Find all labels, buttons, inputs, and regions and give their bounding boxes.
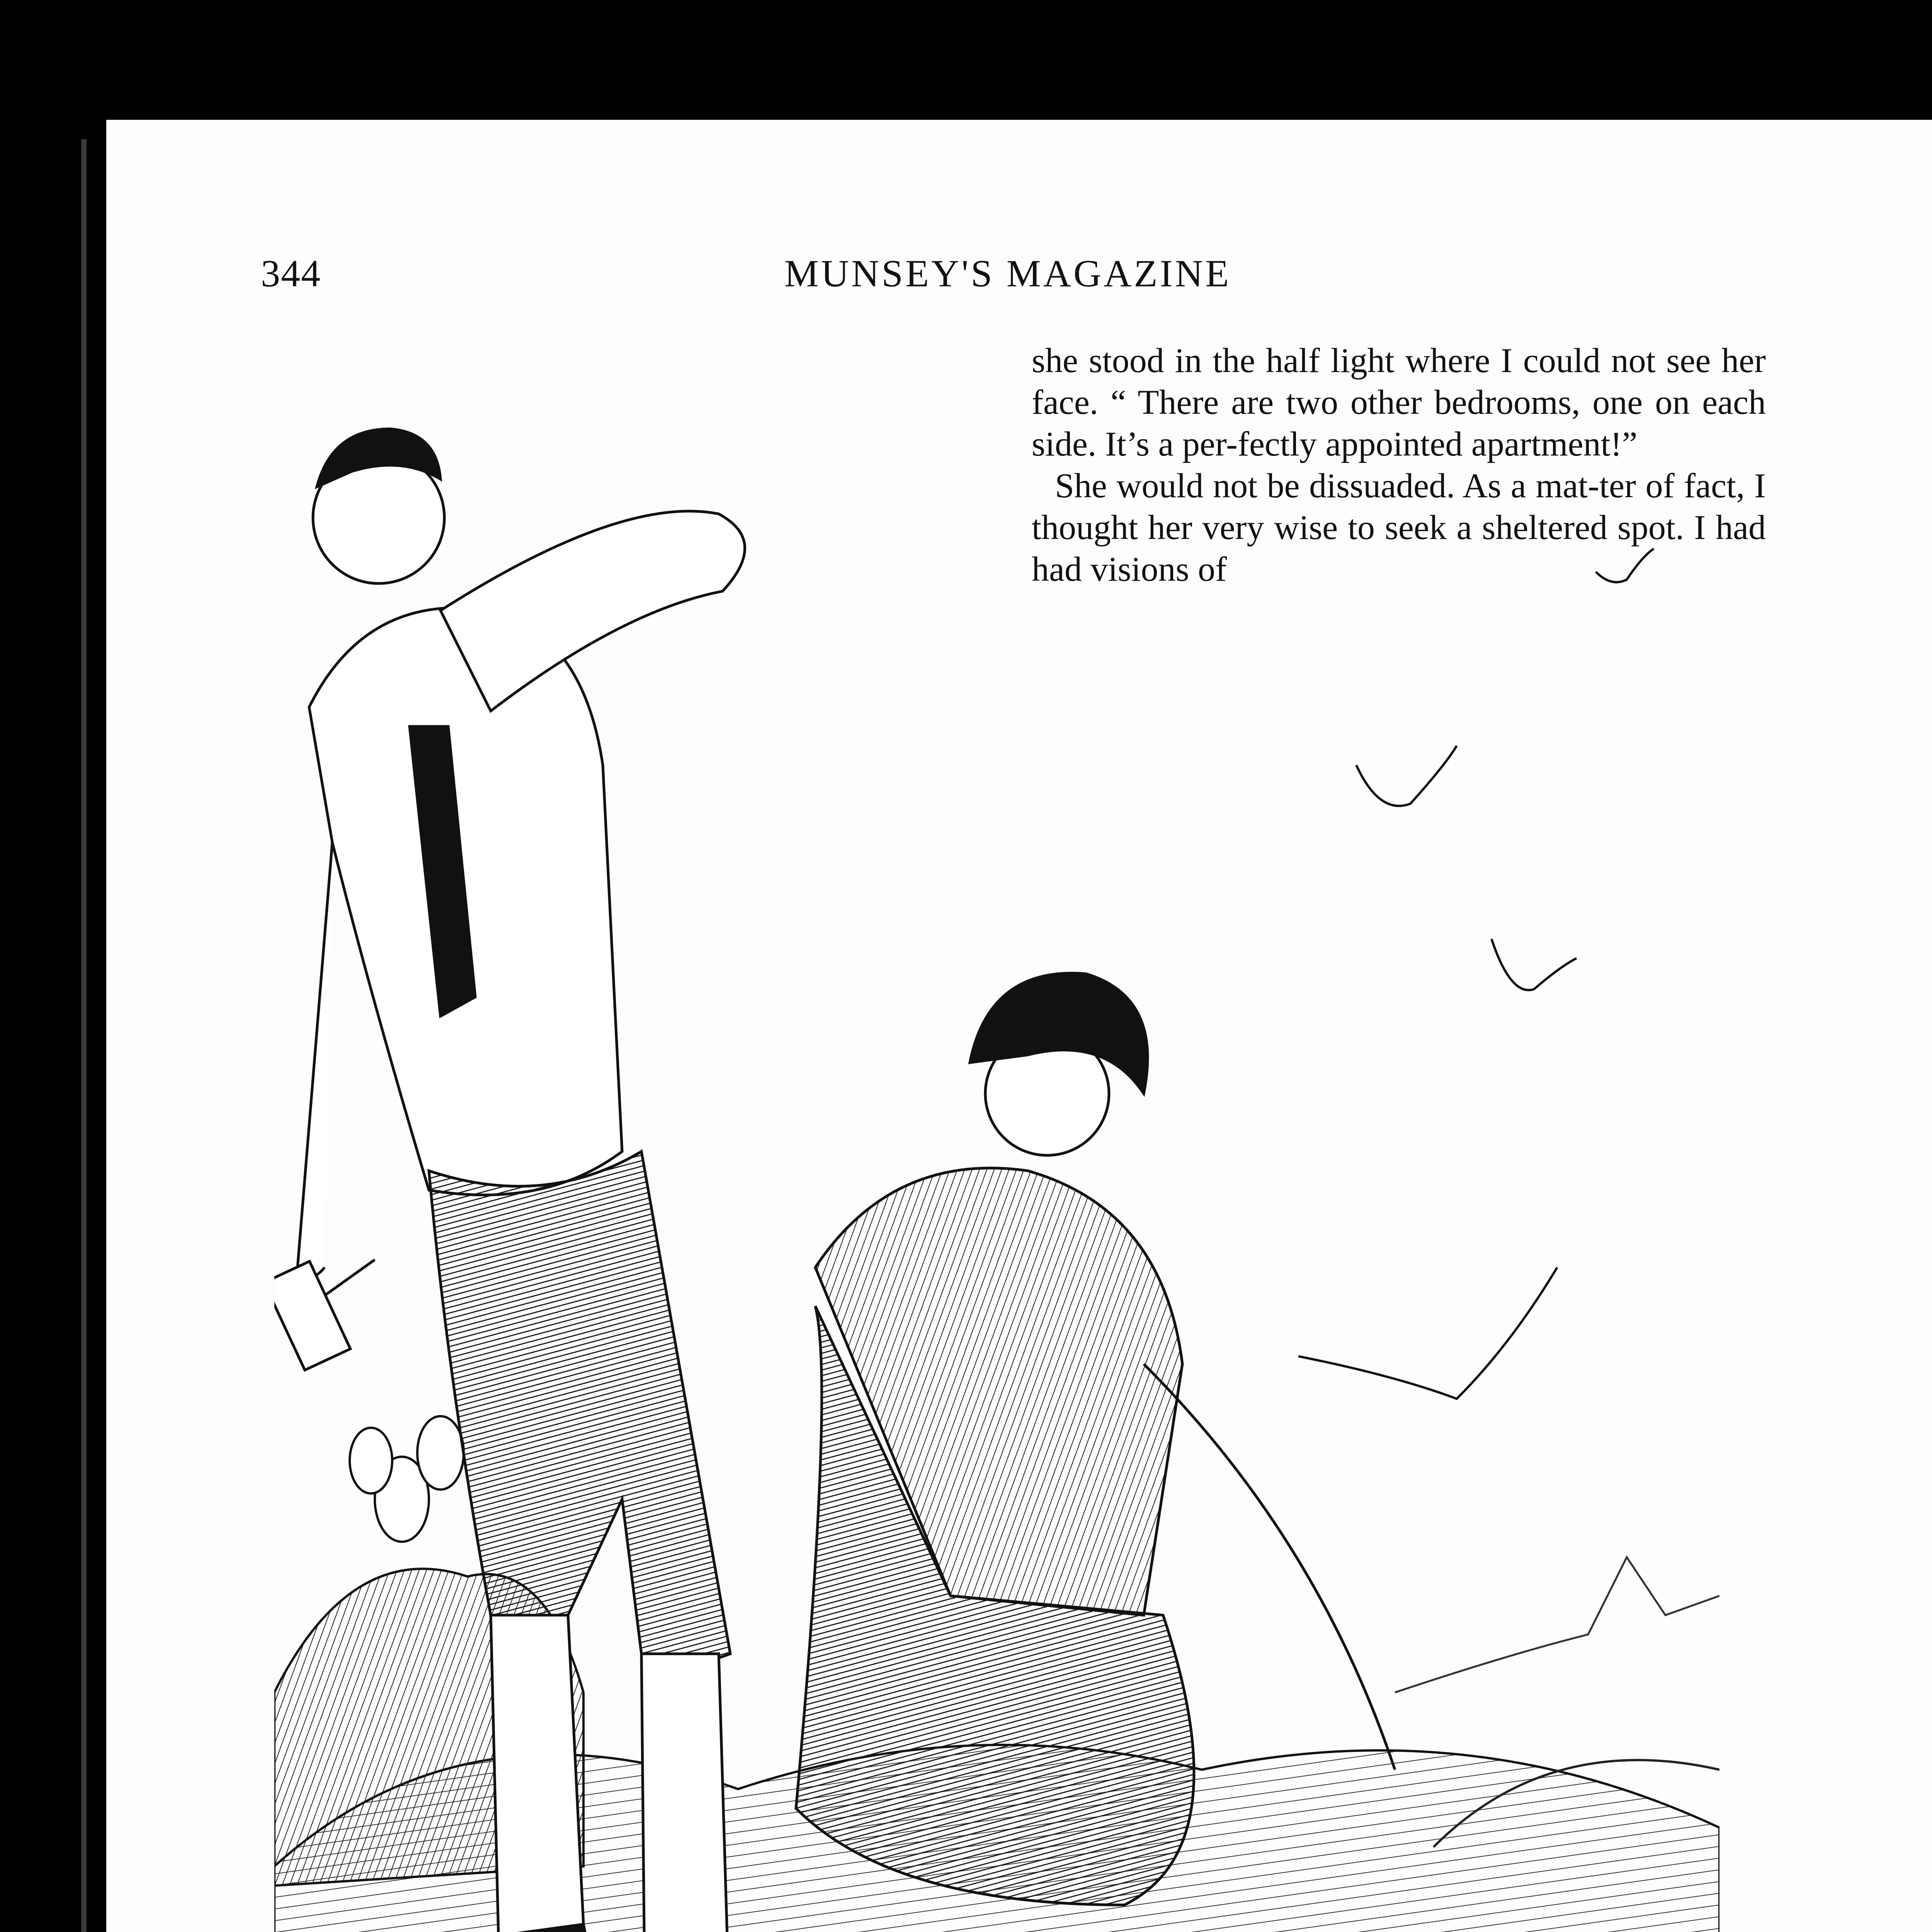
birds (1298, 549, 1654, 1399)
magazine-title: MUNSEY'S MAGAZINE (784, 252, 1231, 295)
cactus (350, 1416, 464, 1542)
paragraph: She would not be dissuaded. As a mat-ter of fact, I thought her very wise to seek a sheltered spot. I had had visions of (1032, 467, 1766, 588)
page-number: 344 (261, 252, 321, 295)
running-header (255, 251, 1762, 309)
hammer (274, 1260, 375, 1370)
paragraph: she stood in the half light where I could not see her face. “ There are two other bedrooms, one on each side. It’s a per-fectly appointed apartment!” (1032, 342, 1766, 463)
binding-shadow (81, 139, 87, 1932)
story-illustration (274, 340, 1719, 1932)
